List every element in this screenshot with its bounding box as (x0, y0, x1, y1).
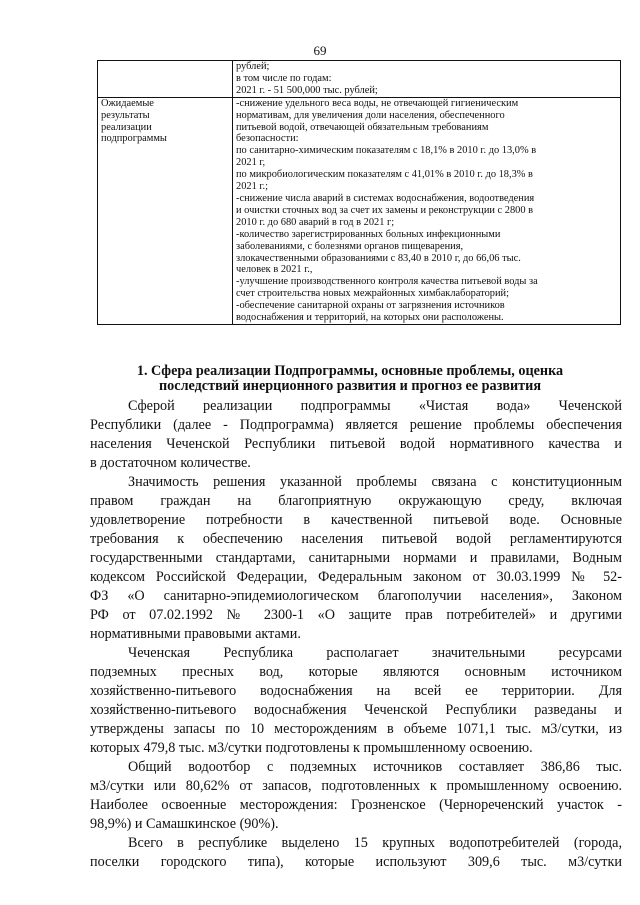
table-label-line: подпрограммы (101, 133, 167, 145)
table-line: -количество зарегистрированных больных инфекционными (236, 228, 501, 240)
text-line: Значимость решения указанной проблемы связана с конституционным (128, 474, 622, 490)
table-cell-results-label (98, 97, 233, 324)
table-line: злокачественными образованиями с 83,40 в 2010 г, до 66,06 тыс. (236, 252, 521, 264)
text-line: поселки городского типа), которые используют 309,6 тыс. м3/сутки (90, 854, 622, 870)
text-line: м3/сутки или 80,62% от запасов, подготовленных к промышленному освоению. (90, 778, 622, 794)
table-line: 2021 г, (236, 157, 266, 169)
table-line: 2021 г. - 51 500,000 тыс. рублей; (236, 84, 378, 96)
table-cell-empty-label (98, 61, 233, 98)
section-heading (90, 364, 610, 394)
table-line: и очистки сточных вод за счет их замены и реконструкции с 2800 в (236, 204, 534, 216)
table-line: рублей; (236, 61, 270, 72)
table-line: 2010 г. до 680 аварий в год в 2021 г; (236, 216, 395, 228)
text-line: населения Чеченской Республики питьевой водой нормативного качества и (90, 436, 622, 452)
text-line: хозяйственно-питьевого водоснабжения Чеченской Республики разведаны и (90, 702, 622, 718)
text-line: которых 479,8 тыс. м3/сутки подготовлены к промышленному освоению. (90, 740, 533, 756)
table-line: заболеваниями, с болезнями органов пищеварения, (236, 240, 464, 252)
text-line: нормативными правовыми актами. (90, 626, 301, 642)
table-line: -снижение удельного веса воды, не отвечающей гигиеническим (236, 97, 519, 109)
table-label-line: Ожидаемые (101, 97, 154, 109)
table-cell-funding (233, 61, 621, 98)
table-line: счет строительства новых межрайонных химбаклабораторий; (236, 288, 509, 300)
text-line: кодексом Российской Федерации, Федеральным законом от 30.03.1999 № 52- (90, 569, 622, 585)
page-number: 69 (313, 43, 327, 58)
text-line: в достаточном количестве. (90, 455, 251, 471)
table-label-line: реализации (101, 121, 152, 133)
table-line: человек в 2021 г., (236, 264, 313, 276)
table-line: -снижение числа аварий в системах водоснабжения, водоотведения (236, 192, 535, 204)
table-line: в том числе по годам: (236, 72, 332, 84)
text-line: Наиболее освоенные месторождения: Грозненское (Чернореченский участок - (90, 797, 622, 813)
table-line: -обеспечение санитарной охраны от загрязнения источников (236, 300, 505, 312)
table-label-line: результаты (101, 109, 150, 121)
section-heading-line: последствий инерционного развития и прогноз ее развития (159, 378, 541, 394)
text-line: Общий водоотбор с подземных источников составляет 386,86 тыс. (128, 759, 622, 775)
text-line: Сферой реализации подпрограммы «Чистая вода» Чеченской (128, 398, 622, 414)
text-line: хозяйственно-питьевого водоснабжения на всей ее территории. Для (90, 683, 622, 699)
text-line: РФ от 07.02.1992 № 2300-1 «О защите прав потребителей» и другими (90, 607, 622, 623)
table-line: -улучшение производственного контроля качества питьевой воды за (236, 276, 538, 288)
text-line: требования к обеспечению населения питьевой водой регламентируются (90, 531, 622, 547)
text-line: Чеченская Республика располагает значительными ресурсами (128, 645, 622, 661)
paragraph (90, 834, 622, 872)
paragraph (90, 644, 622, 758)
text-line: государственными стандартами, санитарными нормами и правилами, Водным (90, 550, 622, 566)
text-line: Всего в республике выделено 15 крупных водопотребителей (города, (128, 835, 622, 851)
table-row-funding (98, 61, 621, 98)
text-line: Республики (далее - Подпрограмма) является решение проблемы обеспечения (90, 417, 622, 433)
paragraph (90, 758, 622, 834)
table-line: по санитарно-химическим показателям с 18,1% в 2010 г. до 13,0% в (236, 145, 537, 157)
paragraph (90, 473, 622, 644)
text-line: 98,9%) и Самашкинское (90%). (90, 816, 279, 832)
program-passport-table (97, 60, 621, 325)
body-text (90, 397, 622, 872)
table-row-expected-results (98, 97, 621, 324)
table-line: водоснабжения и территорий, на которых они расположены. (236, 312, 504, 324)
table-line: нормативам, для увеличения доли населения, обеспеченного (236, 109, 505, 121)
text-line: утверждены запасы по 10 месторождениям в объеме 1071,1 тыс. м3/сутки, из (90, 721, 622, 737)
text-line: удовлетворение потребности в качественной питьевой воде. Основные (90, 512, 622, 528)
section-heading-line: 1. Сфера реализации Подпрограммы, основные проблемы, оценка (136, 363, 564, 379)
text-line: правом граждан на благоприятную окружающую среду, включая (90, 493, 622, 509)
table-line: 2021 г.; (236, 181, 268, 193)
table-line: безопасности: (236, 133, 299, 145)
text-line: подземных пресных вод, которые являются основным источником (90, 664, 622, 680)
table-line: питьевой водой, отвечающей обязательным требованиям (236, 121, 489, 133)
text-line: ФЗ «О санитарно-эпидемиологическом благополучии населения», Законом (90, 588, 622, 604)
table-cell-results (233, 97, 621, 324)
table-line: по микробиологическим показателям с 41,01% в 2010 г. до 18,3% в (236, 169, 533, 181)
paragraph (90, 397, 622, 473)
